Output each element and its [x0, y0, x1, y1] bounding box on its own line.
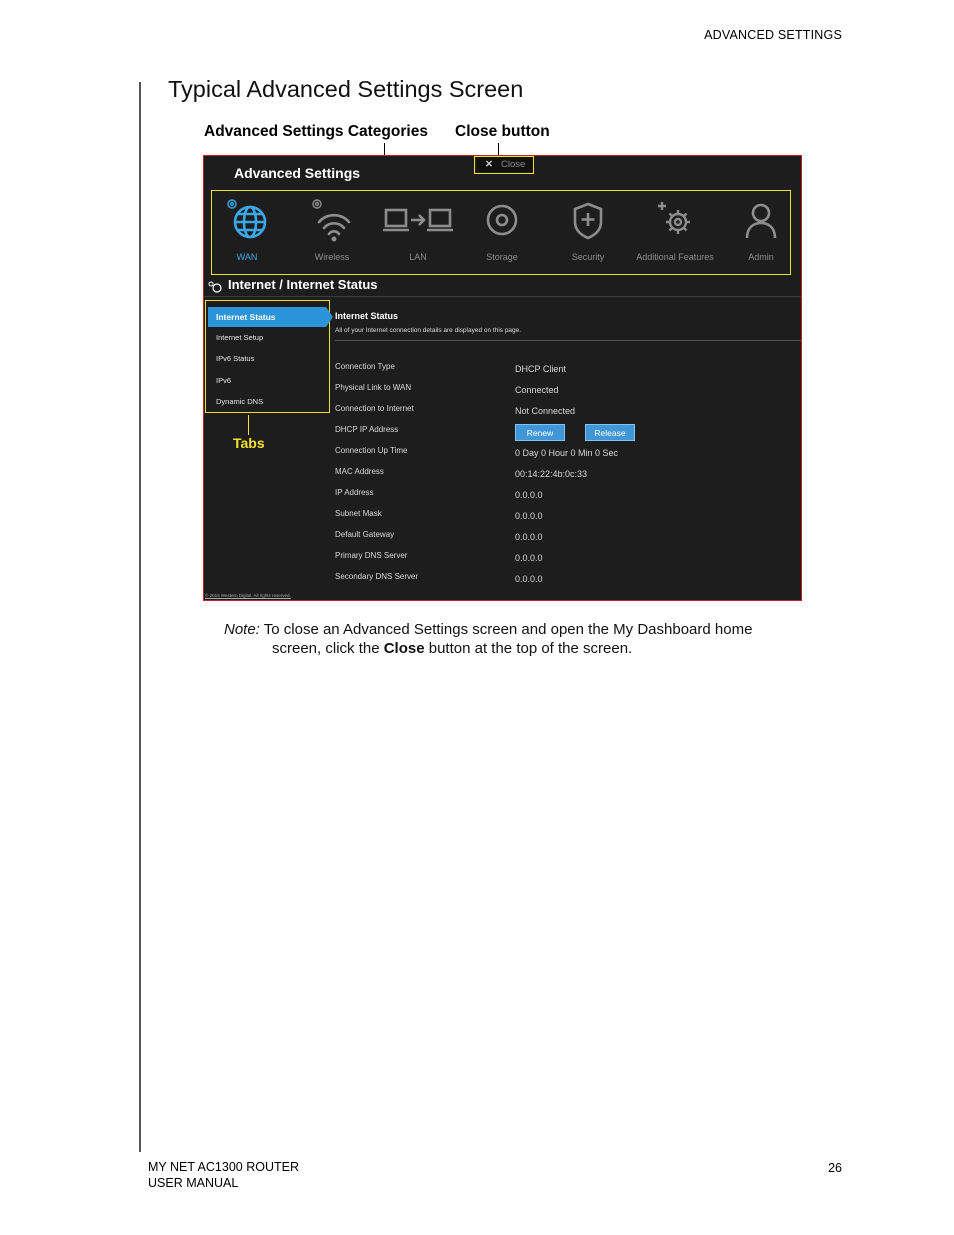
divider — [335, 340, 801, 341]
tab-ipv6[interactable]: IPv6 — [216, 376, 232, 385]
gears-icon — [632, 196, 718, 246]
tab-ipv6-status[interactable]: IPv6 Status — [216, 354, 255, 363]
category-label: Security — [571, 252, 605, 262]
category-label: Admin — [748, 252, 774, 262]
footer-line2: USER MANUAL — [148, 1176, 239, 1190]
row-value-ip: 0.0.0.0 — [515, 490, 543, 500]
tab-internet-status[interactable]: Internet Status — [208, 307, 326, 327]
row-label-ip: IP Address — [335, 488, 374, 497]
margin-rule — [139, 82, 141, 1152]
close-icon: ✕ — [485, 159, 493, 170]
close-label: Close — [500, 159, 526, 170]
wifi-icon — [289, 196, 375, 246]
row-label-connection-internet: Connection to Internet — [335, 404, 414, 413]
row-value-subnet: 0.0.0.0 — [515, 511, 543, 521]
tabs-callout-pointer — [248, 415, 249, 435]
user-icon — [718, 196, 802, 246]
copyright-link[interactable]: © 2015 Western Digital. All rights reserved. — [205, 593, 291, 598]
tabs-callout: Tabs — [233, 435, 265, 451]
close-highlight-box — [474, 156, 534, 174]
lan-icon — [375, 196, 461, 246]
row-label-primary-dns: Primary DNS Server — [335, 551, 408, 560]
note-text-line2c: button at the top of the screen. — [424, 640, 633, 657]
wan-settings-icon — [208, 280, 222, 298]
callout-categories: Advanced Settings Categories — [204, 123, 428, 140]
category-admin[interactable] — [718, 196, 802, 262]
row-label-uptime: Connection Up Time — [335, 446, 408, 455]
row-label-dhcp-ip: DHCP IP Address — [335, 425, 399, 434]
header-section-label: ADVANCED SETTINGS — [704, 28, 842, 42]
globe-icon — [204, 196, 290, 246]
renew-button[interactable]: Renew — [515, 424, 565, 441]
row-value-uptime: 0 Day 0 Hour 0 Min 0 Sec — [515, 448, 619, 458]
release-button[interactable]: Release — [585, 424, 635, 441]
screen-title: Advanced Settings — [234, 165, 361, 181]
row-label-subnet: Subnet Mask — [335, 509, 382, 518]
advanced-settings-screenshot — [203, 155, 802, 601]
category-label: LAN — [409, 252, 427, 262]
category-security[interactable] — [545, 196, 631, 262]
category-additional-features[interactable] — [632, 196, 718, 262]
row-label-physical-link: Physical Link to WAN — [335, 383, 412, 392]
row-value-mac: 00:14:22:4b:0c:33 — [515, 469, 588, 479]
row-value-secondary-dns: 0.0.0.0 — [515, 574, 543, 584]
row-label-connection-type: Connection Type — [335, 362, 395, 371]
category-label: WAN — [236, 252, 258, 262]
status-description: All of your Internet connection details are displayed on this page. — [335, 327, 522, 334]
shield-icon — [545, 196, 631, 246]
category-wireless[interactable] — [289, 196, 375, 262]
section-title: Internet / Internet Status — [228, 277, 378, 292]
category-wan[interactable] — [204, 196, 290, 262]
tab-internet-setup[interactable]: Internet Setup — [216, 333, 264, 342]
row-value-connection-type: DHCP Client — [515, 364, 566, 374]
note-text-line1: To close an Advanced Settings screen and open the My Dashboard home — [263, 621, 753, 638]
row-label-mac: MAC Address — [335, 467, 384, 476]
row-value-primary-dns: 0.0.0.0 — [515, 553, 543, 563]
note-close-emphasis: Close — [383, 640, 425, 657]
category-label: Additional Features — [636, 252, 714, 262]
row-value-gateway: 0.0.0.0 — [515, 532, 543, 542]
section-header — [204, 276, 801, 297]
page-number: 26 — [828, 1161, 842, 1175]
footer-line1: MY NET AC1300 ROUTER — [148, 1160, 299, 1174]
note — [224, 620, 824, 658]
category-label: Wireless — [314, 252, 350, 262]
tab-dynamic-dns[interactable]: Dynamic DNS — [216, 397, 264, 406]
row-value-physical-link: Connected — [515, 385, 559, 395]
row-value-connection-internet: Not Connected — [515, 406, 576, 416]
note-label: Note: — [224, 621, 260, 638]
row-label-gateway: Default Gateway — [335, 530, 395, 539]
callout-close: Close button — [455, 123, 550, 140]
storage-icon — [459, 196, 545, 246]
footer-product — [148, 1159, 299, 1191]
status-title: Internet Status — [335, 311, 399, 321]
note-text-line2a: screen, click the — [272, 640, 384, 657]
row-label-secondary-dns: Secondary DNS Server — [335, 572, 419, 581]
page-title: Typical Advanced Settings Screen — [168, 76, 524, 102]
category-storage[interactable] — [459, 196, 545, 262]
category-label: Storage — [486, 252, 518, 262]
category-lan[interactable] — [375, 196, 461, 262]
